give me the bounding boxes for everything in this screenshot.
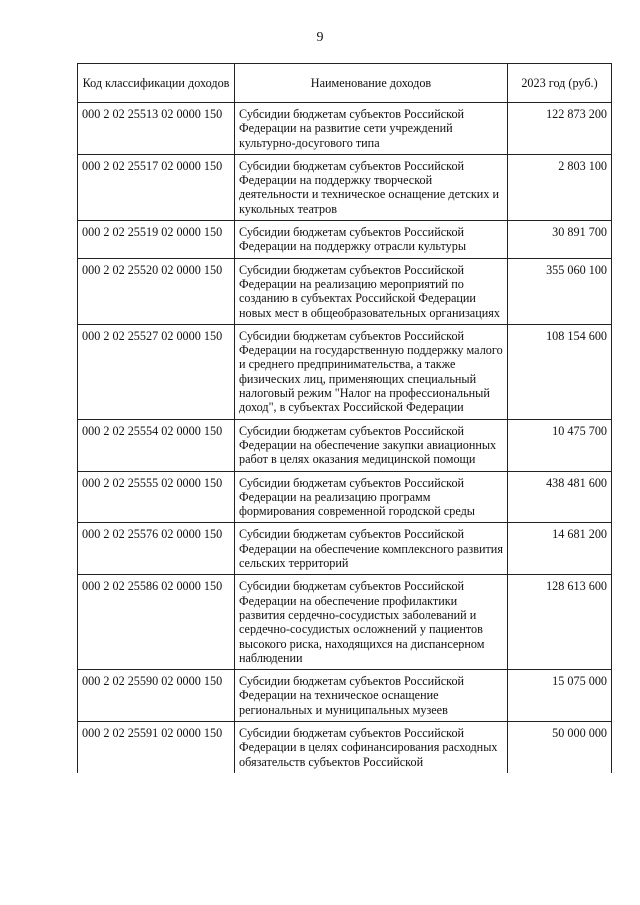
- row-code: 000 2 02 25513 02 0000 150: [78, 103, 235, 155]
- row-name: Субсидии бюджетам субъектов Российской Федерации на реализацию мероприятий по созданию в субъектах Российской Федерации новых мест в общеобразовательных организациях: [235, 258, 508, 324]
- row-code: 000 2 02 25576 02 0000 150: [78, 523, 235, 575]
- header-name: Наименование доходов: [235, 64, 508, 103]
- row-amount: 122 873 200: [508, 103, 612, 155]
- header-code: Код классификации доходов: [78, 64, 235, 103]
- page-number: 9: [316, 30, 324, 45]
- table-row: [78, 670, 612, 722]
- table-body: [78, 103, 612, 773]
- row-name: Субсидии бюджетам субъектов Российской Федерации на техническое оснащение региональных и муниципальных музеев: [235, 670, 508, 722]
- row-code: 000 2 02 25517 02 0000 150: [78, 154, 235, 220]
- row-amount: 50 000 000: [508, 721, 612, 772]
- table-row: [78, 721, 612, 772]
- table-row: [78, 523, 612, 575]
- row-amount: 438 481 600: [508, 471, 612, 523]
- row-name: Субсидии бюджетам субъектов Российской Федерации на реализацию программ формирования современной городской среды: [235, 471, 508, 523]
- table-row: [78, 419, 612, 471]
- row-amount: 15 075 000: [508, 670, 612, 722]
- row-amount: 355 060 100: [508, 258, 612, 324]
- table-row: [78, 258, 612, 324]
- row-amount: 128 613 600: [508, 575, 612, 670]
- row-name: Субсидии бюджетам субъектов Российской Федерации в целях софинансирования расходных обязательств субъектов Российской: [235, 721, 508, 772]
- table-row: [78, 221, 612, 259]
- row-amount: 108 154 600: [508, 324, 612, 419]
- row-code: 000 2 02 25520 02 0000 150: [78, 258, 235, 324]
- row-amount: 2 803 100: [508, 154, 612, 220]
- row-code: 000 2 02 25519 02 0000 150: [78, 221, 235, 259]
- row-code: 000 2 02 25554 02 0000 150: [78, 419, 235, 471]
- row-code: 000 2 02 25591 02 0000 150: [78, 721, 235, 772]
- row-code: 000 2 02 25527 02 0000 150: [78, 324, 235, 419]
- row-code: 000 2 02 25590 02 0000 150: [78, 670, 235, 722]
- header-amount: 2023 год (руб.): [508, 64, 612, 103]
- row-name: Субсидии бюджетам субъектов Российской Федерации на поддержку отрасли культуры: [235, 221, 508, 259]
- row-name: Субсидии бюджетам субъектов Российской Федерации на обеспечение закупки авиационных работ в целях оказания медицинской помощи: [235, 419, 508, 471]
- row-name: Субсидии бюджетам субъектов Российской Федерации на обеспечение комплексного развития сельских территорий: [235, 523, 508, 575]
- row-name: Субсидии бюджетам субъектов Российской Федерации на обеспечение профилактики развития сердечно-сосудистых заболеваний и сердечно-сосудистых осложнений у пациентов высокого риска, находящихся на диспансерном наблюдении: [235, 575, 508, 670]
- table-row: [78, 154, 612, 220]
- table-row: [78, 324, 612, 419]
- row-name: Субсидии бюджетам субъектов Российской Федерации на поддержку творческой деятельности и техническое оснащение детских и кукольных театров: [235, 154, 508, 220]
- row-name: Субсидии бюджетам субъектов Российской Федерации на развитие сети учреждений культурно-досугового типа: [235, 103, 508, 155]
- revenue-table: [77, 63, 612, 773]
- row-code: 000 2 02 25555 02 0000 150: [78, 471, 235, 523]
- table-row: [78, 471, 612, 523]
- row-name: Субсидии бюджетам субъектов Российской Федерации на государственную поддержку малого и среднего предпринимательства, а также физических лиц, применяющих специальный налоговый режим "Налог на профессиональный доход", в субъектах Российской Федерации: [235, 324, 508, 419]
- table-header: [78, 64, 612, 103]
- row-amount: 10 475 700: [508, 419, 612, 471]
- table-row: [78, 575, 612, 670]
- row-code: 000 2 02 25586 02 0000 150: [78, 575, 235, 670]
- row-amount: 30 891 700: [508, 221, 612, 259]
- header-row: [78, 64, 612, 103]
- row-amount: 14 681 200: [508, 523, 612, 575]
- table-row: [78, 103, 612, 155]
